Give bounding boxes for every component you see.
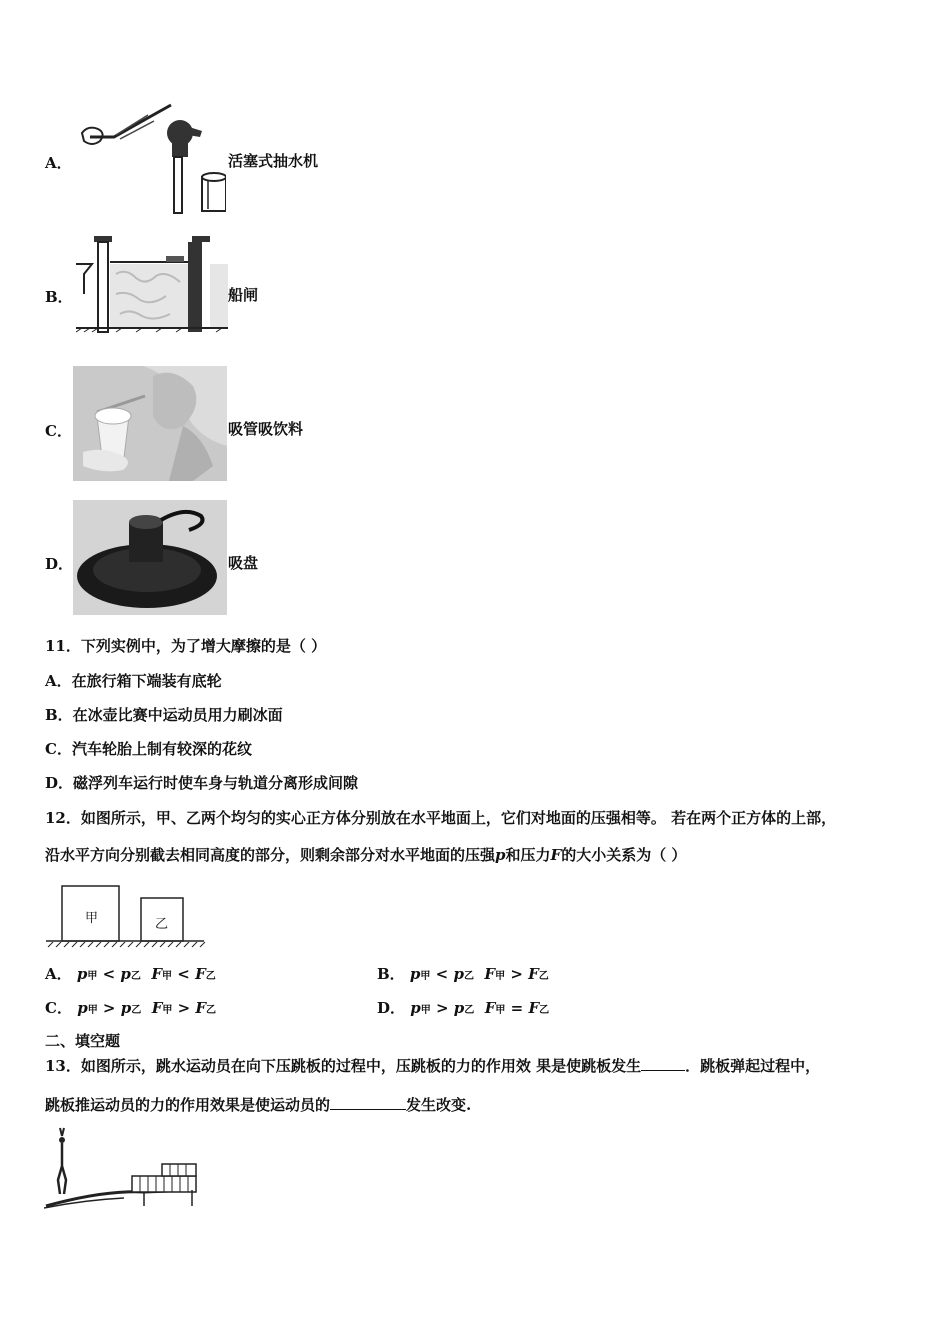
option-c-letter: C． bbox=[45, 422, 72, 440]
straw-drinking-photo bbox=[73, 366, 227, 481]
q12-line2 bbox=[45, 845, 686, 865]
option-a-letter: A． bbox=[45, 154, 72, 172]
answer-blank-2[interactable] bbox=[330, 1095, 406, 1110]
q13-line1: 13．如图所示，跳水运动员在向下压跳板的过程中，压跳板的力的作用效 果是使跳板发生 ．跳板弹起过程中， bbox=[45, 1057, 821, 1075]
q12-option-a: A． p甲 < p乙 F甲 < F乙 bbox=[45, 965, 216, 983]
q11-option-c: C．汽车轮胎上制有较深的花纹 bbox=[45, 740, 252, 758]
q12-option-c: C． p甲 > p乙 F甲 > F乙 bbox=[45, 999, 217, 1017]
q12-pressure-symbol: p bbox=[495, 846, 506, 864]
option-b-letter: B． bbox=[45, 288, 73, 306]
q11-option-d: D．磁浮列车运行时使车身与轨道分离形成间隙 bbox=[45, 774, 359, 792]
ship-lock-figure bbox=[76, 234, 228, 338]
suction-cup-photo bbox=[73, 500, 227, 615]
q12-line2-part3: 的大小关系为（ ） bbox=[561, 846, 687, 864]
f-symbol: F bbox=[151, 965, 163, 983]
q12-line2-part2: 和压力 bbox=[505, 846, 551, 864]
q13-line2: 跳板推运动员的力的作用效果是使运动员的 发生改变. bbox=[45, 1096, 472, 1114]
answer-blank-1[interactable] bbox=[641, 1056, 685, 1071]
cubes-figure bbox=[44, 882, 206, 948]
q12-line1: 12．如图所示，甲、乙两个均匀的实心正方体分别放在水平地面上，它们对地面的压强相等。 若在两个正方体的上部， bbox=[45, 809, 837, 827]
q12-line2-part1: 沿水平方向分别截去相同高度的部分，则剩余部分对水平地面的压强 bbox=[45, 846, 496, 864]
piston-pump-figure bbox=[76, 97, 226, 215]
q11-stem: 11．下列实例中，为了增大摩擦的是（ ） bbox=[45, 637, 327, 655]
q11-option-a: A．在旅行箱下端装有底轮 bbox=[45, 672, 222, 690]
q12-option-d: D． p甲 > p乙 F甲 = F乙 bbox=[377, 999, 550, 1017]
block-yi-label: 乙 bbox=[155, 917, 169, 932]
option-d-text: 吸盘 bbox=[228, 554, 259, 572]
option-c-text: 吸管吸饮料 bbox=[228, 420, 304, 438]
q12-option-b: B． p甲 < p乙 F甲 > F乙 bbox=[377, 965, 549, 983]
option-b-text: 船闸 bbox=[228, 286, 259, 304]
diving-board-figure bbox=[44, 1126, 200, 1216]
block-jia-label: 甲 bbox=[85, 911, 99, 926]
option-d-letter: D． bbox=[45, 555, 74, 573]
section-heading: 二、填空题 bbox=[45, 1032, 121, 1050]
option-a-text: 活塞式抽水机 bbox=[228, 152, 319, 170]
q12-force-symbol: F bbox=[550, 846, 562, 864]
q11-option-b: B．在冰壶比赛中运动员用力刷冰面 bbox=[45, 706, 283, 724]
p-symbol: p bbox=[76, 965, 88, 983]
